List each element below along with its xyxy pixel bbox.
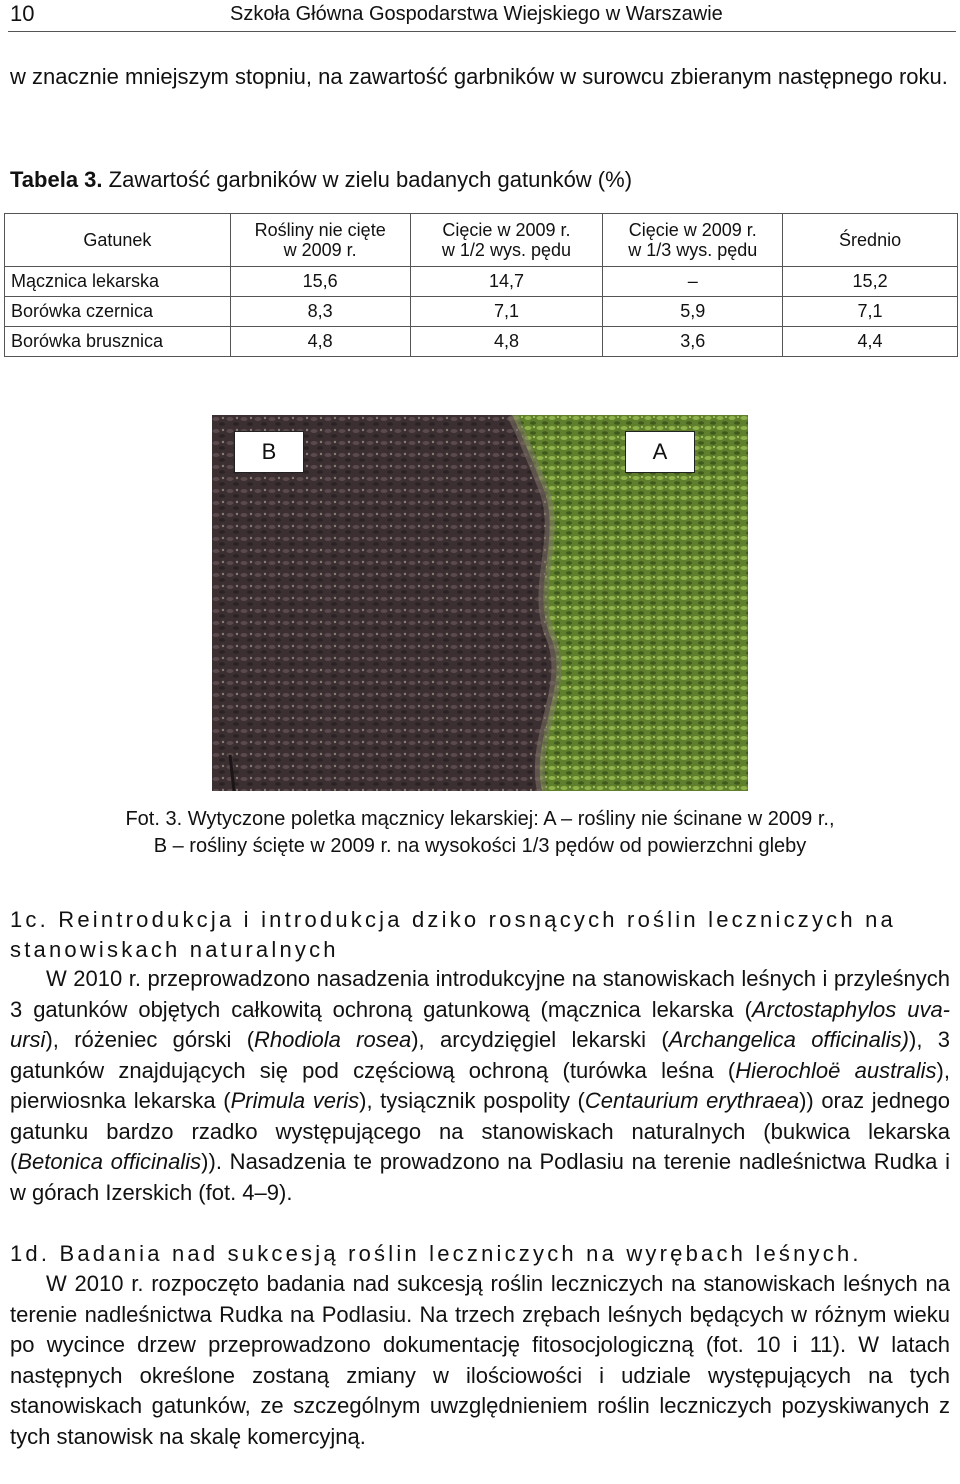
text-run: ), różeniec górski ( <box>45 1027 255 1052</box>
latin-name: Arctostaphylos uva-ursi <box>10 996 951 1052</box>
text-run: )). Nasadzenia te prowadzono na Podlasiu na terenie nadleśnictwa Rudka i w górach Izerskich (fot. 4–9). <box>10 1149 950 1205</box>
cell-species: Mącznica lekarska <box>5 267 231 297</box>
section-1d-paragraph <box>10 1269 950 1452</box>
section-1c-heading: 1c. Reintrodukcja i introdukcja dziko rosnących roślin leczniczych na stanowiskach naturalnych <box>10 907 896 962</box>
header-species: Gatunek <box>5 214 231 267</box>
header-uncut-line2: w 2009 r. <box>283 240 357 260</box>
cell-species: Borówka czernica <box>5 297 231 327</box>
header-mean: Średnio <box>783 214 958 267</box>
running-header: Szkoła Główna Gospodarstwa Wiejskiego w Warszawie <box>230 3 723 25</box>
header-cut-half-line2: w 1/2 wys. pędu <box>441 240 571 260</box>
table-row <box>5 327 958 357</box>
cell-cut-third: 5,9 <box>603 297 783 327</box>
section-1d-heading: 1d. Badania nad sukcesją roślin leczniczych na wyrębach leśnych. <box>10 1241 862 1266</box>
field-plot-photo <box>212 415 748 791</box>
photo-caption-line1: Fot. 3. Wytyczone poletka mącznicy lekarskiej: A – rośliny nie ścinane w 2009 r., <box>125 808 835 830</box>
cell-uncut: 15,6 <box>230 267 410 297</box>
header-cut-third-line1: Cięcie w 2009 r. <box>628 220 757 240</box>
cell-mean: 4,4 <box>783 327 958 357</box>
latin-name: Primula veris <box>230 1088 360 1113</box>
text-run: W 2010 r. przeprowadzono nasadzenia introdukcyjne na stanowiskach leśnych i przyleśnych 3 gatunków objętych całkowitą ochroną gatunkową (mącznica lekarska ( <box>10 966 950 1022</box>
text-run: ), pierwiosnka lekarska ( <box>10 1057 950 1113</box>
latin-name: Centaurium erythraea <box>584 1088 800 1113</box>
table-row <box>5 297 958 327</box>
plot-label-a: A <box>625 431 695 473</box>
text-run: ), tysiącznik pospolity ( <box>359 1088 585 1113</box>
latin-name: Hierochloë australis <box>735 1057 937 1083</box>
text-run: ), 3 gatunków znajdujących się pod częściową ochroną (turówka leśna ( <box>10 1027 951 1083</box>
header-cut-half-line1: Cięcie w 2009 r. <box>442 220 571 240</box>
cell-cut-third: – <box>603 267 783 297</box>
header-uncut <box>230 214 410 267</box>
latin-name: Archangelica officinalis) <box>668 1027 910 1052</box>
page-number: 10 <box>10 1 35 26</box>
section-1c-paragraph <box>10 964 950 1208</box>
cell-mean: 15,2 <box>783 267 958 297</box>
cell-cut-third: 3,6 <box>603 327 783 357</box>
cell-mean: 7,1 <box>783 297 958 327</box>
table-title: Zawartość garbników w zielu badanych gatunków (%) <box>108 167 633 192</box>
cell-uncut: 8,3 <box>230 297 410 327</box>
latin-name: Rhodiola rosea <box>254 1027 412 1052</box>
table-row <box>5 267 958 297</box>
photo-caption-line2: B – rośliny ścięte w 2009 r. na wysokości 1/3 pędów od powierzchni gleby <box>153 835 807 857</box>
latin-name: Betonica officinalis <box>17 1149 202 1174</box>
table-header-row <box>5 214 958 267</box>
cell-cut-half: 14,7 <box>410 267 603 297</box>
plot-label-b: B <box>234 431 304 473</box>
intro-paragraph: w znacznie mniejszym stopniu, na zawartość garbników w surowcu zbieranym następnego roku. <box>10 64 948 89</box>
table-label: Tabela 3. <box>10 167 103 192</box>
text-run: W 2010 r. rozpoczęto badania nad sukcesją roślin leczniczych na stanowiskach leśnych na terenie nadleśnictwa Rudka na Podlasiu. Na trzech zrębach leśnych będących w różnym wieku po wycince drzew przeprowadzono dokumentację fitosocjologiczną (fot. 10 i 11). W latach następnych określone zostaną zmiany w ilościowości i udziale występujących na tych stanowiskach gatunków, ze szczególnym uwzględnieniem roślin leczniczych pozyskiwanych z tych stanowisk na skalę komercyjną. <box>10 1271 950 1449</box>
cell-species: Borówka brusznica <box>5 327 231 357</box>
cell-cut-half: 4,8 <box>410 327 603 357</box>
cell-cut-half: 7,1 <box>410 297 603 327</box>
header-uncut-line1: Rośliny nie cięte <box>254 220 386 240</box>
header-cut-half <box>410 214 603 267</box>
table-caption <box>10 167 632 193</box>
header-cut-third <box>603 214 783 267</box>
cell-uncut: 4,8 <box>230 327 410 357</box>
header-cut-third-line2: w 1/3 wys. pędu <box>628 240 758 260</box>
text-run: ), arcydzięgiel lekarski ( <box>411 1027 669 1052</box>
text-run: )) oraz jednego gatunku bardzo rzadko występującego na stanowiskach naturalnych (bukwica lekarska ( <box>10 1088 950 1174</box>
tannin-table <box>4 213 958 357</box>
header-rule <box>8 31 956 32</box>
